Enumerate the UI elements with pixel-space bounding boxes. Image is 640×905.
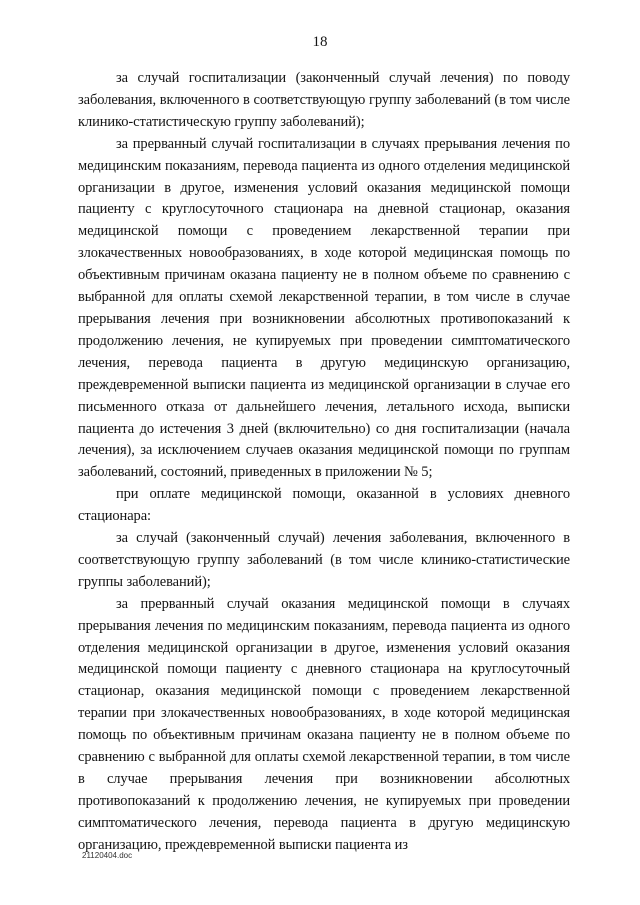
- paragraph-hospitalization-interrupted-case: за прерванный случай госпитализации в случаях прерывания лечения по медицинским показаниям, перевода пациента из одного отделения медицинской организации в другое, изменения условий оказания медицинской помощи пациенту с круглосуточного стационара на дневной стационар, оказания медицинской помощи с проведением лекарственной терапии при злокачественных новообразованиях, в ходе которой медицинская помощь по объективным причинам оказана пациенту не в полном объеме по сравнению с выбранной для оплаты схемой лекарственной терапии, в том числе в случае прерывания лечения при возникновении абсолютных противопоказаний к продолжению лечения, не купируемых при проведении симптоматического лечения, перевода пациента в другую медицинскую организацию, преждевременной выписки пациента из медицинской организации в случае его письменного отказа от дальнейшего лечения, летального исхода, выписки пациента до истечения 3 дней (включительно) со дня госпитализации (начала лечения), за исключением случаев оказания медицинской помощи по группам заболеваний, состояний, приведенных в приложении № 5;: [78, 135, 570, 481]
- paragraph-day-hospital-heading: при оплате медицинской помощи, оказанной в условиях дневного стационара:: [78, 486, 570, 525]
- paragraph-day-hospital-completed-case: за случай (законченный случай) лечения заболевания, включенного в соответствующую группу заболеваний (в том числе клинико-статистические группы заболеваний);: [78, 530, 570, 590]
- footer-file-name: 21120404.doc: [82, 851, 133, 860]
- page-number: 18: [312, 34, 328, 50]
- paragraph-day-hospital-interrupted-case: за прерванный случай оказания медицинской помощи в случаях прерывания лечения по медицинским показаниям, перевода пациента из одного отделения медицинской организации в другое, изменения условий оказания медицинской помощи пациенту с дневного стационара на круглосуточный стационар, оказания медицинской помощи с проведением лекарственной терапии при злокачественных новообразованиях, в ходе которой медицинская помощь по объективным причинам оказана пациенту не в полном объеме по сравнению с выбранной для оплаты схемой лекарственной терапии, в том числе в случае прерывания лечения при возникновении абсолютных противопоказаний к продолжению лечения, не купируемых при проведении симптоматического лечения, перевода пациента в другую медицинскую организацию, преждевременной выписки пациента из: [78, 595, 570, 853]
- paragraph-hospitalization-completed-case: за случай госпитализации (законченный случай лечения) по поводу заболевания, включенного в соответствующую группу заболеваний (в том числе клинико-статистическую группу заболеваний);: [78, 70, 570, 130]
- document-body: [78, 68, 570, 857]
